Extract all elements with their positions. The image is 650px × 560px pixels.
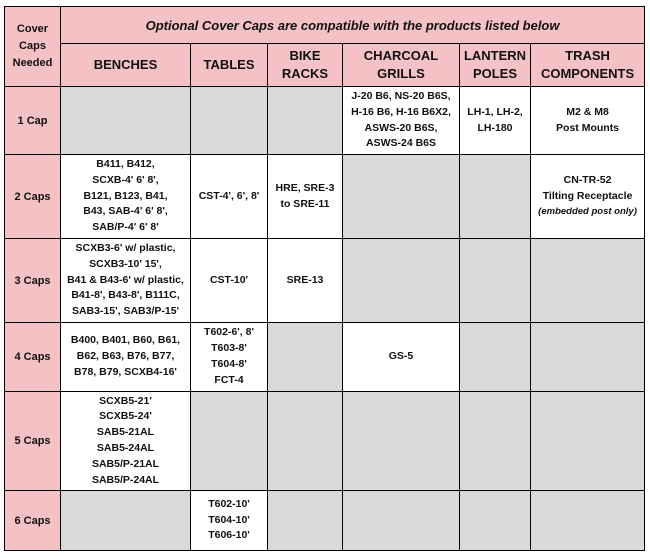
row-header: 3 Caps	[5, 239, 61, 323]
cell-charcoal-grills: GS-5	[343, 323, 460, 392]
cell-benches: SCXB3-6' w/ plastic, SCXB3-10' 15', B41 & B43-6' w/ plastic, B41-8', B43-8', B111C, SAB3-15', SAB3/P-15'	[61, 239, 191, 323]
empty-cell	[460, 155, 531, 239]
table-row-3-caps	[5, 239, 645, 323]
row-header: 5 Caps	[5, 392, 61, 491]
table-row-1-cap	[5, 87, 645, 155]
row-header: 4 Caps	[5, 323, 61, 392]
cell-tables: T602-6', 8' T603-8' T604-8' FCT-4	[191, 323, 268, 392]
empty-cell	[531, 491, 645, 551]
cell-tables: CST-4', 6', 8'	[191, 155, 268, 239]
empty-cell	[268, 323, 343, 392]
column-header-charcoal-grills: CHARCOAL GRILLS	[343, 44, 460, 87]
embedded-post-note: (embedded post only)	[538, 206, 637, 218]
row-header: 1 Cap	[5, 87, 61, 155]
empty-cell	[343, 491, 460, 551]
empty-cell	[531, 239, 645, 323]
table-row-6-caps	[5, 491, 645, 551]
cell-trash-components: M2 & M8 Post Mounts	[531, 87, 645, 155]
table-row-2-caps	[5, 155, 645, 239]
empty-cell	[343, 239, 460, 323]
cell-bike-racks: SRE-13	[268, 239, 343, 323]
table-row-5-caps	[5, 392, 645, 491]
empty-cell	[268, 392, 343, 491]
cell-benches: B400, B401, B60, B61, B62, B63, B76, B77, B78, B79, SCXB4-16'	[61, 323, 191, 392]
column-header-benches: BENCHES	[61, 44, 191, 87]
cell-lantern-poles: LH-1, LH-2, LH-180	[460, 87, 531, 155]
empty-cell	[191, 392, 268, 491]
empty-cell	[460, 239, 531, 323]
cell-benches: B411, B412, SCXB-4' 6' 8', B121, B123, B41, B43, SAB-4' 6' 8', SAB/P-4' 6' 8'	[61, 155, 191, 239]
cell-bike-racks: HRE, SRE-3 to SRE-11	[268, 155, 343, 239]
cell-benches: SCXB5-21' SCXB5-24' SAB5-21AL SAB5-24AL SAB5/P-21AL SAB5/P-24AL	[61, 392, 191, 491]
table-row-4-caps	[5, 323, 645, 392]
empty-cell	[268, 87, 343, 155]
row-header: 2 Caps	[5, 155, 61, 239]
row-header: 6 Caps	[5, 491, 61, 551]
column-header-bike-racks: BIKE RACKS	[268, 44, 343, 87]
empty-cell	[61, 491, 191, 551]
empty-cell	[191, 87, 268, 155]
column-header-trash-components: TRASH COMPONENTS	[531, 44, 645, 87]
empty-cell	[61, 87, 191, 155]
column-header-tables: TABLES	[191, 44, 268, 87]
cell-charcoal-grills: J-20 B6, NS-20 B6S, H-16 B6, H-16 B6X2, ASWS-20 B6S, ASWS-24 B6S	[343, 87, 460, 155]
table-title: Optional Cover Caps are compatible with the products listed below	[61, 7, 645, 44]
empty-cell	[268, 491, 343, 551]
empty-cell	[343, 155, 460, 239]
cell-tables: CST-10'	[191, 239, 268, 323]
empty-cell	[531, 323, 645, 392]
empty-cell	[460, 392, 531, 491]
empty-cell	[343, 392, 460, 491]
cell-tables: T602-10' T604-10' T606-10'	[191, 491, 268, 551]
cover-caps-table	[4, 6, 645, 551]
empty-cell	[460, 323, 531, 392]
cover-caps-needed-header: Cover Caps Needed	[5, 7, 61, 87]
cell-trash-components: CN-TR-52 Tilting Receptacle (embedded post only)	[531, 155, 645, 239]
column-header-lantern-poles: LANTERN POLES	[460, 44, 531, 87]
empty-cell	[531, 392, 645, 491]
empty-cell	[460, 491, 531, 551]
